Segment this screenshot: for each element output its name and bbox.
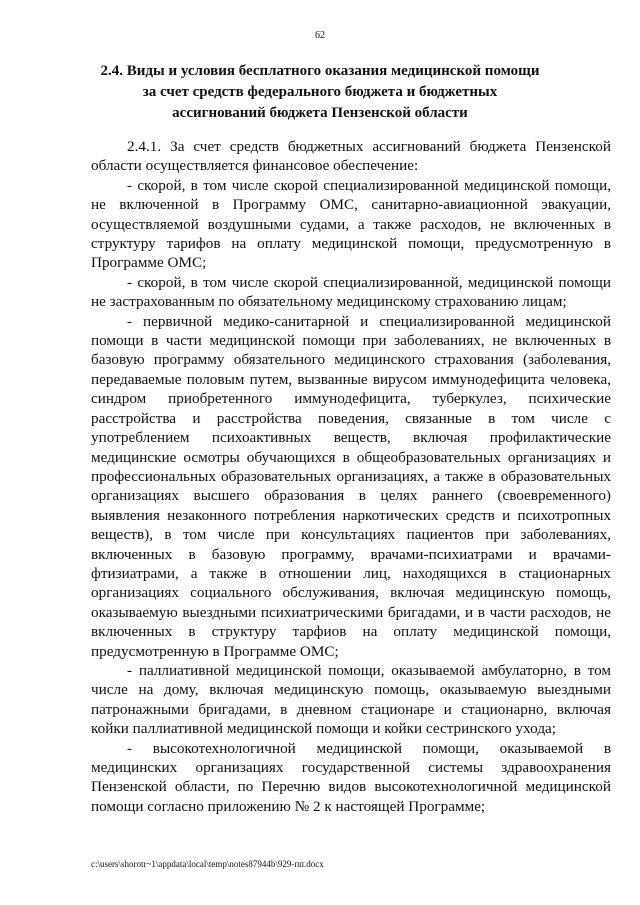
paragraph-emergency-care: - скорой, в том числе скорой специализированной медицинской помощи, не включенной в Программу ОМС, санитарно-авиационной эвакуации, осуществляемой воздушными судами, а также расходов, не включенных в структуру тарифов на оплату медицинской помощи, предусмотренную в Программе ОМС; xyxy=(91,176,611,272)
paragraph-high-tech-care: - высокотехнологичной медицинской помощи, оказываемой в медицинских организациях государственной системы здравоохранения Пензенской области, по Перечню видов высокотехнологичной медицинской помощи согласно приложению № 2 к настоящей Программе; xyxy=(91,739,611,815)
paragraph-intro: 2.4.1. За счет средств бюджетных ассигнований бюджета Пензенской области осуществляется финансовое обеспечение: xyxy=(91,138,611,175)
paragraph-emergency-uninsured: - скорой, в том числе скорой специализированной, медицинской помощи не застрахованным по обязательному медицинскому страхованию лицам; xyxy=(91,273,611,311)
paragraph-palliative-care: - паллиативной медицинской помощи, оказываемой амбулаторно, в том числе на дому, включая медицинскую помощь, оказываемую выездными патронажными бригадами, в дневном стационаре и стационарно, включая койки паллиативной медицинской помощи и койки сестринского ухода; xyxy=(91,661,611,738)
footer-file-path: c:\users\shorotr~1\appdata\local\temp\notes87944b\929-пп.docx xyxy=(91,859,324,869)
section-heading-line-3: ассигнований бюджета Пензенской области xyxy=(172,105,468,121)
paragraph-primary-care: - первичной медико-санитарной и специализированной медицинской помощи в части медицинской помощи при заболеваниях, не включенных в базовую программу обязательного медицинского страхования (заболевания, передаваемые половым путем, вызванные вирусом иммунодефицита человека, синдром приобретенного иммунодефицита, туберкулез, психические расстройства и расстройства поведения, связанные в том числе с употреблением психоактивных веществ, включая профилактические медицинские осмотры обучающихся в общеобразовательных организациях и профессиональных образовательных организациях, а также в образовательных организациях высшего образования в целях раннего (своевременного) выявления незаконного потребления наркотических средств и психотропных веществ), в том числе при консультациях пациентов при заболеваниях, включенных в базовую программу, врачами-психиатрами и врачами-фтизиатрами, а также в отношении лиц, находящихся в стационарных организациях социального обслуживания, включая медицинскую помощь, оказываемую выездными психиатрическими бригадами, и в части расходов, не включенных в структуру тарфиов на оплату медицинской помощи, предусмотренную в Программе ОМС; xyxy=(91,312,611,660)
page-number: 62 xyxy=(315,30,325,41)
section-heading-line-2: за счет средств федерального бюджета и бюджетных xyxy=(142,84,498,100)
section-heading xyxy=(90,61,550,124)
document-body xyxy=(91,137,611,816)
section-heading-line-1: 2.4. Виды и условия бесплатного оказания медицинской помощи xyxy=(100,63,540,79)
